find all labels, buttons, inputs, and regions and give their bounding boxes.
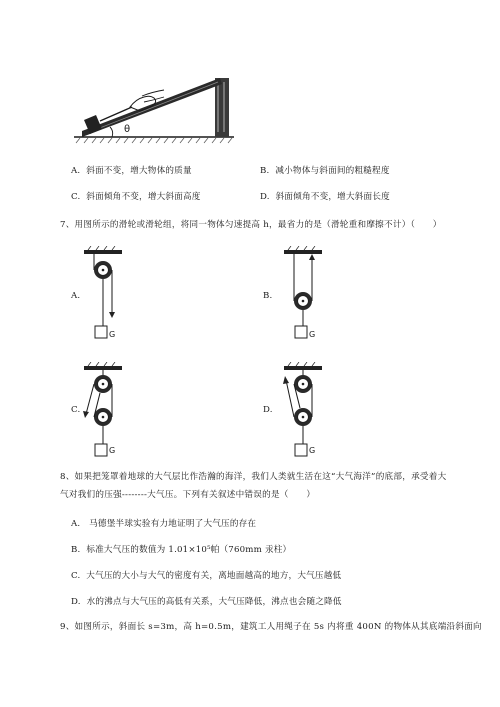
- q8-option-c[interactable]: C. 大气压的大小与大气的密度有关，离地面越高的地方，大气压越低: [71, 571, 342, 581]
- weight-label-d: G: [309, 446, 316, 455]
- q7-stem: 7、用图所示的滑轮或滑轮组，将同一物体匀速提高 h，最省力的是（滑轮重和摩擦不计）（ ）: [60, 220, 442, 230]
- q8-stem-line2: 气对我们的压强--------大气压。下列有关叙述中错误的是（ ）: [60, 490, 316, 500]
- q7-option-d-key[interactable]: D.: [263, 405, 273, 415]
- q9-stem: 9、如图所示，斜面长 s=3m，高 h=0.5m，建筑工人用绳子在 5s 内将重 400N 的物体从其底端沿斜面向: [60, 622, 482, 632]
- q8-option-d-text: 水的沸点与大气压的高低有关系，大气压降低，沸点也会随之降低: [86, 597, 342, 607]
- incline-figure: [72, 60, 242, 160]
- q8-stem-line1: 8、如果把笼罩着地球的大气层比作浩瀚的海洋，我们人类就生活在这“大气海洋”的底部，承受着大: [60, 472, 447, 482]
- weight-label-b: G: [309, 330, 316, 339]
- angle-theta-label: θ: [124, 124, 131, 135]
- option-c-text: 斜面倾角不变，增大斜面高度: [86, 192, 201, 202]
- option-b[interactable]: B. 减小物体与斜面间的粗糙程度: [260, 166, 390, 176]
- q8-option-c-text: 大气压的大小与大气的密度有关，离地面越高的地方，大气压越低: [86, 571, 342, 581]
- pulley-figure-a: [80, 246, 130, 342]
- q8-option-b[interactable]: B. 标准大气压的数值为 1.01×10⁵帕（760mm 汞柱）: [71, 545, 292, 555]
- option-b-text: 减小物体与斜面间的粗糙程度: [275, 166, 390, 176]
- q8-option-a[interactable]: A. 马德堡半球实验有力地证明了大气压的存在: [71, 519, 257, 529]
- weight-label-a: G: [109, 330, 116, 339]
- q8-option-d[interactable]: D. 水的沸点与大气压的高低有关系，大气压降低，沸点也会随之降低: [71, 597, 342, 607]
- q7-option-c-key[interactable]: C.: [71, 405, 81, 415]
- q8-option-a-text: 马德堡半球实验有力地证明了大气压的存在: [89, 519, 257, 529]
- option-d-text: 斜面倾角不变，增大斜面长度: [275, 192, 390, 202]
- pulley-figure-d: [280, 362, 330, 462]
- option-c[interactable]: C. 斜面倾角不变，增大斜面高度: [71, 192, 201, 202]
- option-a[interactable]: A. 斜面不变，增大物体的质量: [71, 166, 192, 176]
- pulley-figure-c: [80, 362, 130, 462]
- q7-option-b-key[interactable]: B.: [263, 291, 273, 301]
- weight-label-c: G: [109, 446, 116, 455]
- q7-option-a-key[interactable]: A.: [71, 291, 81, 301]
- option-a-text: 斜面不变，增大物体的质量: [86, 166, 192, 176]
- pulley-figure-b: [280, 246, 330, 342]
- q8-option-b-text: 标准大气压的数值为 1.01×10⁵帕（760mm 汞柱）: [86, 545, 292, 555]
- option-d[interactable]: D. 斜面倾角不变，增大斜面长度: [260, 192, 390, 202]
